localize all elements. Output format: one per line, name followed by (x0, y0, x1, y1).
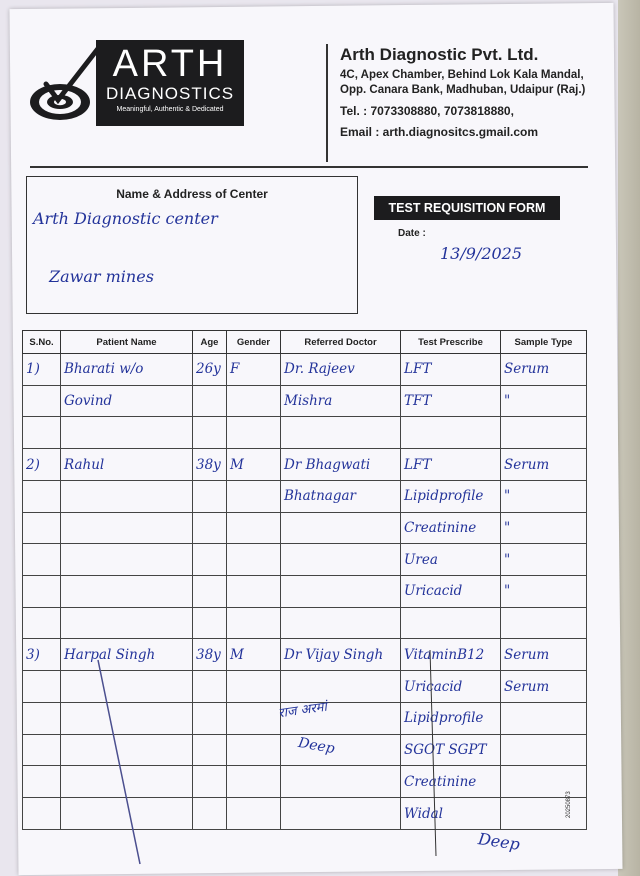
target-logo-icon (28, 40, 104, 126)
table-cell (193, 734, 227, 766)
requisition-table (22, 330, 587, 830)
table-cell (61, 798, 193, 830)
table-cell (281, 798, 401, 830)
table-cell: 1) (23, 354, 61, 386)
table-cell (193, 385, 227, 417)
table-cell: Dr Bhagwati (281, 449, 401, 481)
table-cell (227, 766, 281, 798)
table-cell: Bharati w/o (61, 354, 193, 386)
form-title: TEST REQUISITION FORM (374, 196, 560, 220)
table-cell (227, 576, 281, 608)
table-row (23, 671, 587, 703)
table-row (23, 417, 587, 449)
table-cell (281, 607, 401, 639)
table-cell (23, 417, 61, 449)
table-cell (61, 766, 193, 798)
table-cell (401, 607, 501, 639)
table-cell: Uricacid (401, 576, 501, 608)
table-cell: " (501, 480, 587, 512)
table-cell (23, 798, 61, 830)
brand-logo (96, 40, 244, 126)
logo-subtitle: DIAGNOSTICS (105, 84, 235, 103)
company-address: 4C, Apex Chamber, Behind Lok Kala Mandal, Opp. Canara Bank, Madhuban, Udaipur (Raj.) (340, 69, 586, 96)
table-cell (61, 544, 193, 576)
table-row (23, 512, 587, 544)
table-cell (23, 766, 61, 798)
table-cell (227, 671, 281, 703)
table-cell (193, 607, 227, 639)
center-box (26, 176, 358, 314)
table-cell (227, 702, 281, 734)
table-body (23, 354, 587, 830)
signature: Deep (296, 734, 336, 758)
table-cell (281, 544, 401, 576)
column-header: Age (193, 331, 227, 354)
table-cell: LFT (401, 354, 501, 386)
table-cell (227, 734, 281, 766)
table-cell (23, 671, 61, 703)
table-row (23, 798, 587, 830)
table-cell (61, 480, 193, 512)
table-cell (23, 734, 61, 766)
table-cell (61, 671, 193, 703)
signature: Deep (476, 829, 522, 854)
table-cell (501, 798, 587, 830)
table-cell (193, 766, 227, 798)
table-cell: SGOT SGPT (401, 734, 501, 766)
table-cell: Harpal Singh (61, 639, 193, 671)
column-header: Sample Type (501, 331, 587, 354)
table-cell (61, 607, 193, 639)
table-cell (23, 512, 61, 544)
table-cell: Lipidprofile (401, 702, 501, 734)
table-cell: Widal (401, 798, 501, 830)
table-cell: LFT (401, 449, 501, 481)
table-cell: 2) (23, 449, 61, 481)
table-cell: 38y (193, 449, 227, 481)
table-cell: VitaminB12 (401, 639, 501, 671)
table-cell: Creatinine (401, 512, 501, 544)
table-cell (227, 512, 281, 544)
table-cell (61, 576, 193, 608)
table-cell: " (501, 385, 587, 417)
table-cell (227, 385, 281, 417)
table-cell (193, 544, 227, 576)
page-edge (618, 0, 640, 876)
table-cell (193, 576, 227, 608)
column-header: Patient Name (61, 331, 193, 354)
table-cell: Serum (501, 671, 587, 703)
table-row (23, 354, 587, 386)
table-cell: Bhatnagar (281, 480, 401, 512)
table-cell: M (227, 449, 281, 481)
table-cell: F (227, 354, 281, 386)
table-cell (193, 512, 227, 544)
table-cell (23, 480, 61, 512)
table-cell (281, 766, 401, 798)
table-cell (193, 417, 227, 449)
column-header: S.No. (23, 331, 61, 354)
table-cell: Lipidprofile (401, 480, 501, 512)
table-cell: Dr. Rajeev (281, 354, 401, 386)
table-cell (193, 671, 227, 703)
company-name: Arth Diagnostic Pvt. Ltd. (340, 45, 539, 64)
company-telephone: Tel. : 7073308880, 7073818880, (340, 104, 514, 118)
table-row (23, 449, 587, 481)
table-cell: 38y (193, 639, 227, 671)
table-cell (23, 385, 61, 417)
table-cell: 3) (23, 639, 61, 671)
table-cell: Mishra (281, 385, 401, 417)
logo-tagline: Meaningful, Authentic & Dedicated (116, 106, 224, 113)
table-cell: 26y (193, 354, 227, 386)
company-email: Email : arth.diagnositcs.gmail.com (340, 125, 539, 139)
table-cell (193, 798, 227, 830)
company-info (340, 47, 610, 140)
header-rule (30, 166, 588, 168)
table-cell: Govind (61, 385, 193, 417)
table-cell (23, 576, 61, 608)
center-name: Arth Diagnostic center (33, 209, 218, 228)
table-cell (227, 417, 281, 449)
table-cell (281, 576, 401, 608)
table-cell: Serum (501, 449, 587, 481)
table-cell (281, 512, 401, 544)
table-header-row (23, 331, 587, 354)
table-cell: M (227, 639, 281, 671)
table-cell (61, 734, 193, 766)
table-cell: Serum (501, 354, 587, 386)
logo-title: ARTH (112, 43, 228, 85)
table-cell (61, 417, 193, 449)
table-cell (23, 702, 61, 734)
table-row (23, 544, 587, 576)
date-value: 13/9/2025 (440, 244, 523, 263)
center-place: Zawar mines (49, 267, 154, 286)
table-row (23, 639, 587, 671)
table-cell: Dr Vijay Singh (281, 639, 401, 671)
table-cell (501, 702, 587, 734)
table-cell (193, 480, 227, 512)
table-cell (501, 417, 587, 449)
table-cell (281, 671, 401, 703)
table-row (23, 766, 587, 798)
table-cell: " (501, 576, 587, 608)
date-label: Date : (398, 228, 426, 239)
table-cell (23, 544, 61, 576)
table-cell: Serum (501, 639, 587, 671)
center-box-title: Name & Address of Center (116, 187, 268, 201)
table-cell (61, 702, 193, 734)
header-divider (326, 44, 328, 162)
table-cell: Rahul (61, 449, 193, 481)
table-row (23, 385, 587, 417)
column-header: Gender (227, 331, 281, 354)
table-cell (193, 702, 227, 734)
table-cell: Creatinine (401, 766, 501, 798)
margin-note: राज अरमां (277, 699, 328, 722)
table-cell (501, 734, 587, 766)
table-cell: " (501, 544, 587, 576)
column-header: Test Prescribe (401, 331, 501, 354)
table-row (23, 607, 587, 639)
table-cell: Urea (401, 544, 501, 576)
table-cell: TFT (401, 385, 501, 417)
table-cell (401, 417, 501, 449)
table-cell (227, 607, 281, 639)
table-cell (281, 417, 401, 449)
table-cell (61, 512, 193, 544)
table-cell (501, 607, 587, 639)
table-cell: Uricacid (401, 671, 501, 703)
table-cell: " (501, 512, 587, 544)
table-cell (23, 607, 61, 639)
table-row (23, 576, 587, 608)
table-cell (227, 798, 281, 830)
table-row (23, 480, 587, 512)
table-cell (227, 544, 281, 576)
serial-number: 20250873 (566, 791, 572, 818)
table-cell (227, 480, 281, 512)
column-header: Referred Doctor (281, 331, 401, 354)
table-cell (501, 766, 587, 798)
